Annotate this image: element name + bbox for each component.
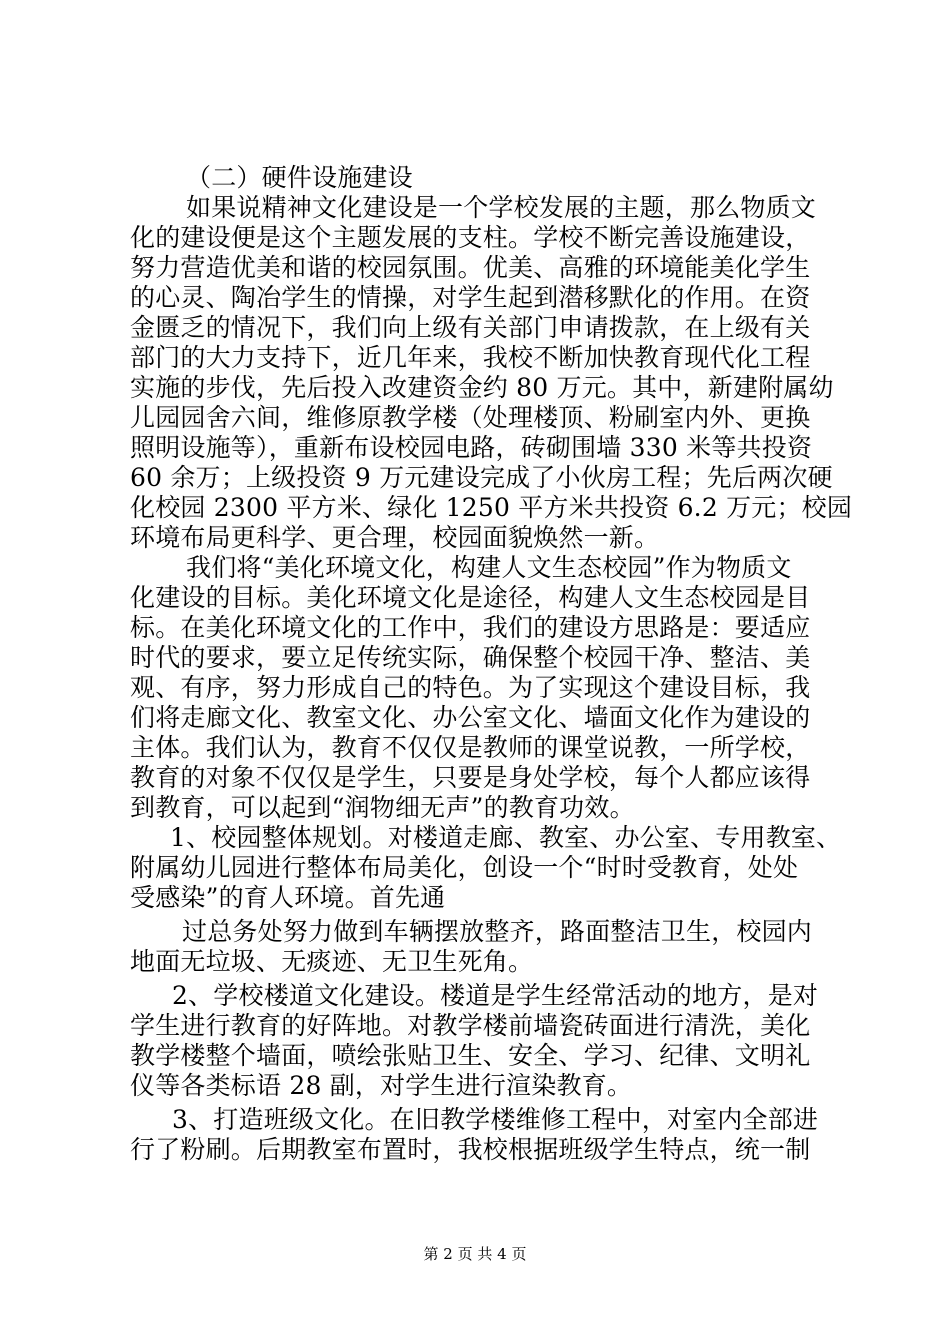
paragraph-line: 的心灵、陶冶学生的情操，对学生起到潜移默化的作用。在资 <box>130 283 811 312</box>
page-footer: 第 2 页 共 4 页 <box>423 1245 527 1263</box>
paragraph-line: 观、有序，努力形成自己的特色。为了实现这个建设目标，我 <box>130 673 811 702</box>
list-item-line: 附属幼儿园进行整体布局美化，创设一个“时时受教育，处处 <box>130 853 799 882</box>
section-heading: （二）硬件设施建设 <box>186 163 413 192</box>
paragraph-line: 儿园园舍六间，维修原教学楼（处理楼顶、粉刷室内外、更换 <box>130 403 811 432</box>
list-item-line: 学生进行教育的好阵地。对教学楼前墙瓷砖面进行清洗，美化 <box>130 1011 811 1040</box>
paragraph-line: 如果说精神文化建设是一个学校发展的主题，那么物质文 <box>186 193 817 222</box>
paragraph-line: 金匮乏的情况下，我们向上级有关部门申请拨款，在上级有关 <box>130 313 811 342</box>
paragraph-line: 标。在美化环境文化的工作中，我们的建设方思路是：要适应 <box>130 613 811 642</box>
paragraph-line: 过总务处努力做到车辆摆放整齐，路面整洁卫生，校园内 <box>182 917 813 946</box>
paragraph-line: 们将走廊文化、教室文化、办公室文化、墙面文化作为建设的 <box>130 703 811 732</box>
paragraph-line: 实施的步伐，先后投入改建资金约 80 万元。其中，新建附属幼 <box>130 373 834 402</box>
paragraph-line: 努力营造优美和谐的校园氛围。优美、高雅的环境能美化学生 <box>130 253 811 282</box>
list-item-line: 仪等各类标语 28 副，对学生进行渲染教育。 <box>130 1071 633 1100</box>
paragraph-line: 地面无垃圾、无痰迹、无卫生死角。 <box>130 947 534 976</box>
paragraph-line: 到教育，可以起到“润物细无声”的教育功效。 <box>130 793 635 822</box>
list-item-line: 3、打造班级文化。在旧教学楼维修工程中，对室内全部进 <box>172 1105 819 1134</box>
paragraph-line: 化建设的目标。美化环境文化是途径，构建人文生态校园是目 <box>130 583 811 612</box>
paragraph-line: 环境布局更科学、更合理，校园面貌焕然一新。 <box>130 523 660 552</box>
paragraph-line: 部门的大力支持下，近几年来，我校不断加快教育现代化工程 <box>130 343 811 372</box>
list-item-line: 2、学校楼道文化建设。楼道是学生经常活动的地方，是对 <box>172 981 819 1010</box>
list-item-line: 受感染”的育人环境。首先通 <box>130 883 446 912</box>
list-item-line: 教学楼整个墙面，喷绘张贴卫生、安全、学习、纪律、文明礼 <box>130 1041 811 1070</box>
paragraph-line: 照明设施等），重新布设校园电路，砖砌围墙 330 米等共投资 <box>130 433 813 462</box>
list-item-line: 行了粉刷。后期教室布置时，我校根据班级学生特点，统一制 <box>130 1135 811 1164</box>
paragraph-line: 我们将“美化环境文化，构建人文生态校园”作为物质文 <box>186 553 792 582</box>
list-item-line: 1、校园整体规划。对楼道走廊、教室、办公室、专用教室、 <box>170 823 842 852</box>
paragraph-line: 化的建设便是这个主题发展的支柱。学校不断完善设施建设， <box>130 223 811 252</box>
paragraph-line: 化校园 2300 平方米、绿化 1250 平方米共投资 6.2 万元；校园 <box>130 493 853 522</box>
paragraph-line: 教育的对象不仅仅是学生，只要是身处学校，每个人都应该得 <box>130 763 811 792</box>
paragraph-line: 60 余万；上级投资 9 万元建设完成了小伙房工程；先后两次硬 <box>130 463 833 492</box>
paragraph-line: 时代的要求，要立足传统实际，确保整个校园干净、整洁、美 <box>130 643 811 672</box>
paragraph-line: 主体。我们认为，教育不仅仅是教师的课堂说教，一所学校， <box>130 733 811 762</box>
